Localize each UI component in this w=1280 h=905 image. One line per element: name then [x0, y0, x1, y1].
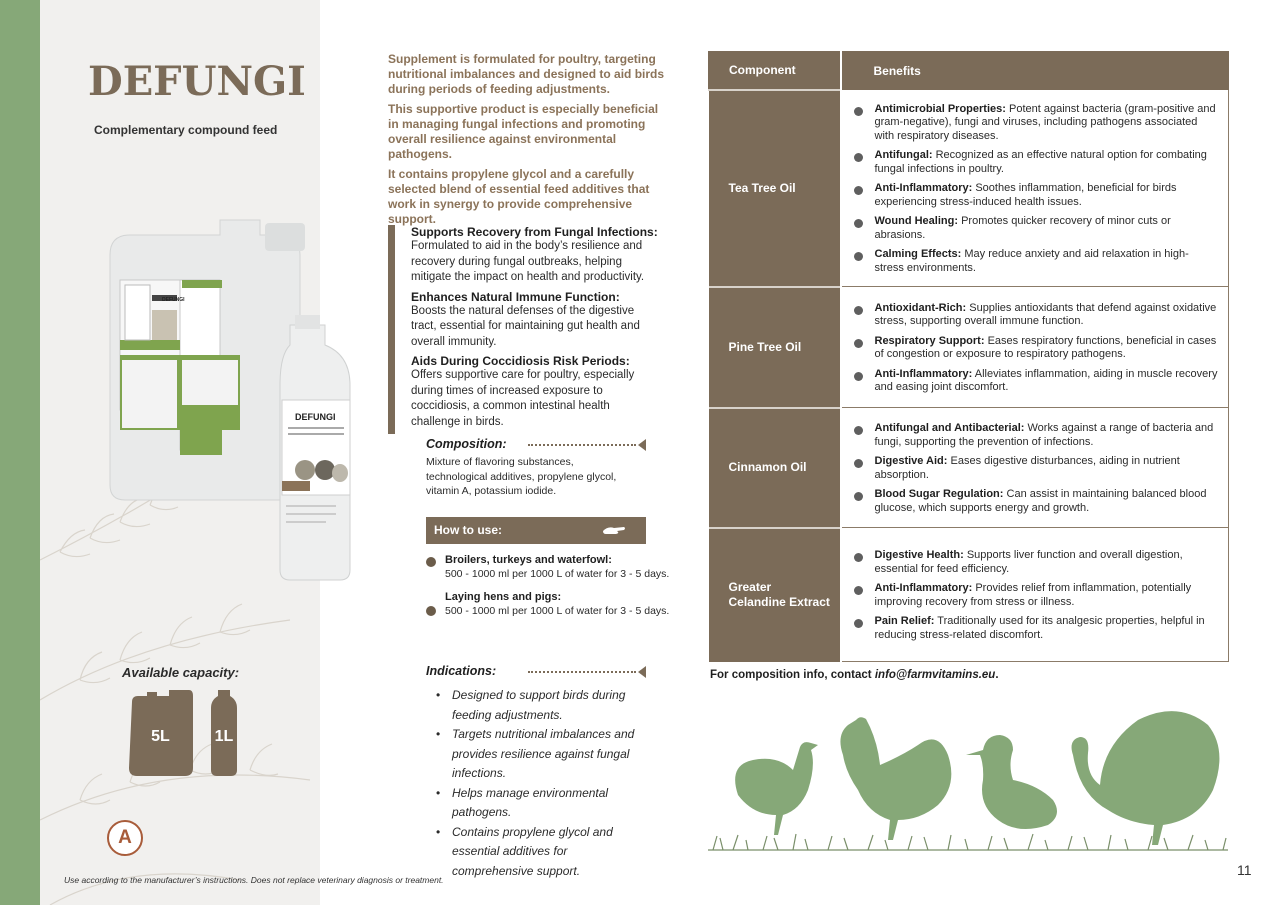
- benefit-item: [854, 615, 1219, 642]
- table-row: [709, 287, 1229, 408]
- benefit-title: Anti-Inflammatory:: [874, 367, 973, 380]
- benefit-text: May reduce anxiety and aid relaxation in high-stress environments.: [874, 248, 1189, 274]
- benefit-title: Blood Sugar Regulation:: [874, 488, 1004, 500]
- benefit-title: Antifungal:: [874, 149, 933, 162]
- benefits-callout: [388, 225, 658, 434]
- capacity-1l-label: 1L: [214, 728, 234, 745]
- dotted-divider: [528, 444, 636, 446]
- support-title-2: Enhances Natural Immune Function:: [411, 289, 620, 304]
- category-badge: A: [107, 820, 143, 856]
- page-number: 11: [1237, 862, 1252, 878]
- benefits-cell: [841, 528, 1229, 662]
- contact-line: [710, 669, 999, 681]
- benefit-item: [854, 582, 1219, 609]
- intro-paragraph-1: Supplement is formulated for poultry, targeting nutritional imbalances and designed to aid birds during periods of feeding adjustments.: [388, 52, 665, 96]
- triangle-pointer-icon: [638, 439, 646, 451]
- support-title-3: Aids During Coccidiosis Risk Periods:: [411, 354, 630, 368]
- how-to-use-item-title: Laying hens and pigs:: [445, 591, 562, 603]
- dotted-divider: [528, 671, 636, 673]
- bullet-dot-icon: [854, 372, 863, 381]
- green-side-strip: [0, 0, 40, 905]
- benefit-text: Alleviates inflammation, aiding in muscle recovery and easing joint discomfort.: [874, 367, 1218, 393]
- benefits-cell: [841, 90, 1229, 287]
- component-name: Tea Tree Oil: [709, 90, 841, 287]
- benefit-text: Soothes inflammation, beneficial for birds experiencing stress-induced health issues.: [874, 182, 1177, 208]
- capacity-5l-label: 5L: [151, 728, 170, 745]
- table-row: [709, 90, 1229, 287]
- benefit-title: Anti-Inflammatory:: [874, 582, 973, 594]
- indication-item: • Contains propylene glycol and essential additives for comprehensive support.: [436, 823, 651, 882]
- benefits-cell: [841, 408, 1229, 528]
- benefit-text: Promotes quicker recovery of minor cuts or abrasions.: [874, 215, 1171, 241]
- table-row: [709, 528, 1229, 662]
- component-name: Cinnamon Oil: [709, 408, 841, 528]
- benefit-title: Pain Relief:: [874, 615, 935, 627]
- bullet-dot-icon: [854, 586, 863, 595]
- poultry-silhouettes-image: [708, 695, 1228, 855]
- bullet-dot-icon: [426, 606, 436, 616]
- brand-title: DEFUNGI: [88, 58, 306, 105]
- support-text-3: Offers supportive care for poultry, especially during times of increased exposure to coccidiosis, a common intestinal health challenge in birds.: [411, 369, 635, 428]
- indications-list: [436, 686, 651, 881]
- bullet-dot-icon: [854, 459, 863, 468]
- components-table: [708, 51, 1229, 662]
- bullet-dot-icon: [854, 306, 863, 315]
- benefit-text: Potent against bacteria (gram-positive and gram-negative), fungi and viruses, including pathogens associated with respiratory diseases.: [874, 102, 1216, 142]
- benefit-item: [854, 215, 1219, 242]
- support-text-1: Formulated to aid in the body’s resilience and recovery during fungal outbreaks, helping mitigate the impact on health and productivity.: [411, 240, 645, 283]
- bullet-dot-icon: [854, 553, 863, 562]
- benefit-item: [854, 182, 1219, 209]
- bullet-dot-icon: [854, 153, 863, 162]
- indications-heading: [426, 664, 646, 680]
- composition-text: Mixture of flavoring substances, technological additives, propylene glycol, vitamin A, potassium iodide.: [426, 456, 617, 497]
- benefit-text: Recognized as an effective natural option for combating fungal infections in poultry.: [874, 149, 1207, 175]
- benefit-title: Wound Healing:: [874, 215, 959, 228]
- support-title-1: Supports Recovery from Fungal Infections:: [411, 225, 658, 239]
- benefit-item: [854, 103, 1219, 144]
- indication-item: • Targets nutritional imbalances and provides resilience against fungal infections.: [436, 725, 651, 784]
- bullet-dot-icon: [426, 557, 436, 567]
- table-header-row: [709, 52, 1229, 90]
- benefit-text: Supports liver function and overall digestion, essential for feed efficiency.: [874, 549, 1183, 575]
- benefit-title: Antimicrobial Properties:: [874, 102, 1006, 115]
- benefit-item: [854, 488, 1219, 515]
- product-containers-image: [100, 215, 390, 585]
- header-component: Component: [709, 52, 841, 90]
- composition-heading: [426, 437, 646, 453]
- indications-title: Indications:: [426, 664, 497, 678]
- table-row: [709, 408, 1229, 528]
- benefit-text: Can assist in maintaining balanced blood glucose, which supports energy and growth.: [874, 488, 1207, 514]
- triangle-pointer-icon: [638, 666, 646, 678]
- benefit-item: [854, 149, 1219, 176]
- benefit-text: Traditionally used for its analgesic properties, helpful in reducing stress-related discomfort.: [874, 615, 1205, 641]
- bullet-dot-icon: [854, 107, 863, 116]
- intro-paragraph-2: This supportive product is especially beneficial in managing fungal infections and promoting overall resilience against environmental pathogens.: [388, 102, 659, 161]
- bullet-dot-icon: [854, 339, 863, 348]
- indication-item: • Helps manage environmental pathogens.: [436, 784, 651, 823]
- indication-item: • Designed to support birds during feeding adjustments.: [436, 686, 651, 725]
- benefit-text: Eases respiratory functions, beneficial in cases of congestion or exposure to respiratory pathogens.: [874, 334, 1217, 360]
- pouring-hand-icon: [602, 525, 626, 535]
- footnote: Use according to the manufacturer’s instructions. Does not replace veterinary diagnosis or treatment.: [64, 875, 444, 885]
- benefit-item: [854, 335, 1219, 362]
- benefit-title: Respiratory Support:: [874, 334, 985, 347]
- composition-title: Composition:: [426, 437, 507, 451]
- how-to-use-item-dosage: 500 - 1000 ml per 1000 L of water for 3 - 5 days.: [445, 605, 670, 617]
- how-to-use-item-title: Broilers, turkeys and waterfowl:: [445, 554, 612, 566]
- benefit-title: Digestive Health:: [874, 549, 964, 561]
- intro-paragraph-3: It contains propylene glycol and a carefully selected blend of essential feed additives that work in synergy to provide comprehensive support.: [388, 167, 650, 226]
- capacity-title: Available capacity:: [122, 665, 240, 680]
- benefit-title: Digestive Aid:: [874, 455, 948, 467]
- bullet-dot-icon: [854, 219, 863, 228]
- bottle-label: DEFUNGI: [295, 412, 336, 422]
- header-benefits: Benefits: [841, 52, 1229, 90]
- benefit-item: [854, 422, 1219, 449]
- benefit-item: [854, 455, 1219, 482]
- bullet-dot-icon: [854, 426, 863, 435]
- benefit-text: Works against a range of bacteria and fungi, supporting the prevention of infections.: [874, 422, 1214, 448]
- contact-prefix: For composition info, contact: [710, 669, 872, 681]
- bullet-dot-icon: [854, 619, 863, 628]
- support-text-2: Boosts the natural defenses of the digestive tract, essential for maintaining gut health and overall immunity.: [411, 304, 640, 348]
- benefit-text: Eases digestive disturbances, aiding in nutrient absorption.: [874, 455, 1180, 481]
- svg-text:DEFUNGI: DEFUNGI: [162, 297, 185, 303]
- component-name: Pine Tree Oil: [709, 287, 841, 408]
- how-to-use-header: [426, 517, 646, 544]
- component-name: Greater Celandine Extract: [709, 528, 841, 662]
- benefit-title: Anti-Inflammatory:: [874, 182, 973, 195]
- benefit-title: Calming Effects:: [874, 248, 962, 261]
- contact-suffix: .: [995, 669, 999, 681]
- benefit-text: Supplies antioxidants that defend against oxidative stress, supporting overall immune function.: [874, 301, 1217, 327]
- benefit-title: Antioxidant-Rich:: [874, 301, 967, 314]
- benefit-item: [854, 248, 1219, 275]
- how-to-use-item-dosage: 500 - 1000 ml per 1000 L of water for 3 - 5 days.: [445, 568, 670, 580]
- bullet-dot-icon: [854, 186, 863, 195]
- benefit-item: [854, 549, 1219, 576]
- benefit-title: Antifungal and Antibacterial:: [874, 422, 1025, 434]
- benefit-text: Provides relief from inflammation, potentially improving recovery from stress or illness.: [874, 582, 1192, 608]
- bullet-dot-icon: [854, 492, 863, 501]
- how-to-use-title: How to use:: [434, 523, 502, 537]
- benefit-item: [854, 368, 1219, 395]
- product-subtitle: Complementary compound feed: [94, 123, 278, 137]
- bullet-dot-icon: [854, 252, 863, 261]
- contact-email-link[interactable]: info@farmvitamins.eu: [874, 669, 996, 681]
- benefit-item: [854, 302, 1219, 329]
- benefits-cell: [841, 287, 1229, 408]
